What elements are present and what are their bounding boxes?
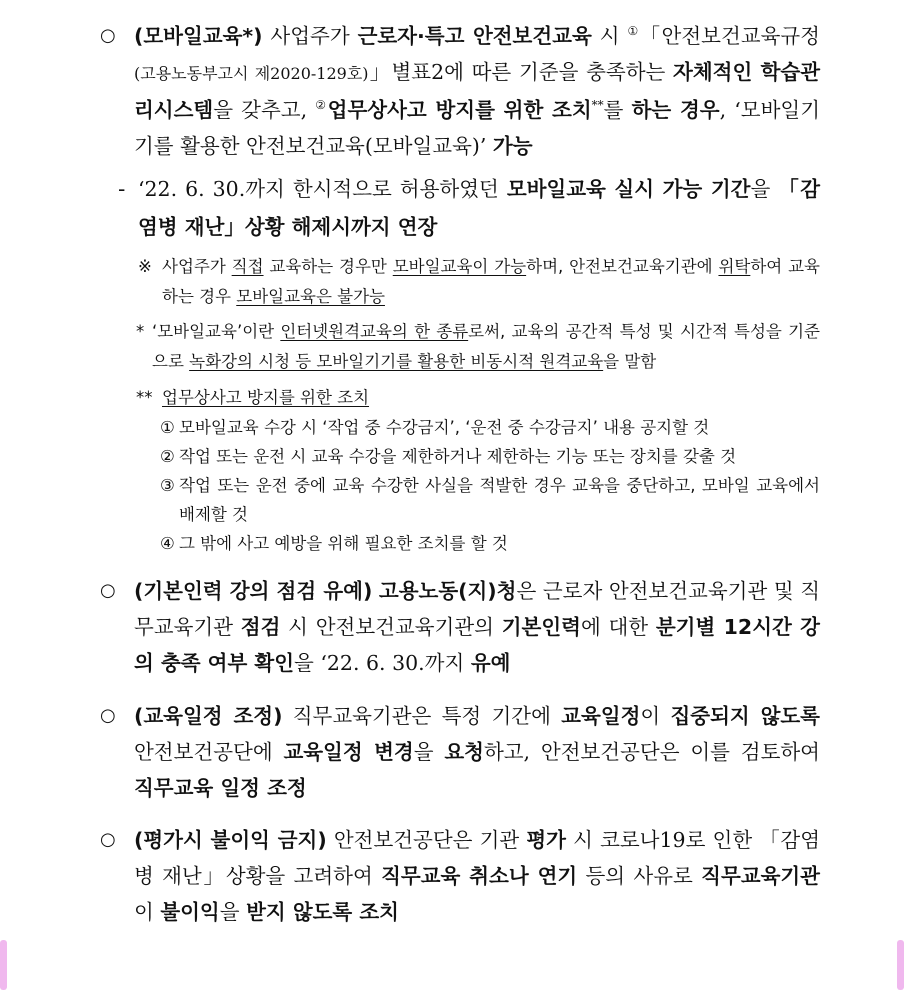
note-title: 업무상사고 방지를 위한 조치 bbox=[162, 388, 370, 407]
circled-number-1: ① bbox=[627, 24, 640, 39]
list-item: ④ 그 밖에 사고 예방을 위해 필요한 조치를 할 것 bbox=[160, 529, 820, 558]
list-item: ① 모바일교육 수강 시 ‘작업 중 수강금지’, ‘운전 중 수강금지’ 내용 공지할 것 bbox=[160, 413, 820, 442]
note-text: ‘모바일교육’이란 인터넷원격교육의 한 종류로써, 교육의 공간적 특성 및 시간적 특성을 기준으로 녹화강의 시청 등 모바일기기를 활용한 비동시적 원격교육을 말함 bbox=[152, 322, 820, 371]
item-heading: (기본인력 강의 점검 유예) bbox=[134, 579, 373, 603]
item-text: (기본인력 강의 점검 유예) 고용노동(지)청은 근로자 안전보건교육기관 및 직무교육기관 점검 시 안전보건교육기관의 기본인력에 대한 분기별 12시간 강의 충족 여부 확인을 ‘22. 6. 30.까지 유예 bbox=[134, 579, 820, 675]
circled-number: ① bbox=[160, 418, 175, 437]
circled-number-2: ② bbox=[315, 98, 328, 113]
circled-number: ② bbox=[160, 447, 175, 466]
circle-bullet-icon: ○ bbox=[100, 25, 116, 46]
note-asterisk bbox=[136, 317, 820, 377]
item-heading: (모바일교육*) bbox=[134, 24, 263, 48]
circled-number: ④ bbox=[160, 534, 175, 553]
list-item: ② 작업 또는 운전 시 교육 수강을 제한하거나 제한하는 기능 또는 장치를 갖출 것 bbox=[160, 442, 820, 471]
item-text: (교육일정 조정) 직무교육기관은 특정 기간에 교육일정이 집중되지 않도록 안전보건공단에 교육일정 변경을 요청하고, 안전보건공단은 이를 검토하여 직무교육 일정 조정 bbox=[134, 704, 820, 800]
reference-mark-icon: ※ bbox=[138, 257, 152, 276]
note-text: 사업주가 직접 교육하는 경우만 모바일교육이 가능하며, 안전보건교육기관에 위탁하여 교육하는 경우 모바일교육은 불가능 bbox=[162, 257, 820, 306]
item-text: (평가시 불이익 금지) 안전보건공단은 기관 평가 시 코로나19로 인한 「감염병 재난」상황을 고려하여 직무교육 취소나 연기 등의 사유로 직무교육기관이 불이익을 받지 않도록 조치 bbox=[134, 828, 821, 924]
item-evaluation-no-penalty bbox=[100, 822, 820, 930]
list-item: ③ 작업 또는 운전 중에 교육 수강한 사실을 적발한 경우 교육을 중단하고, 모바일 교육에서 배제할 것 bbox=[160, 471, 820, 529]
note-reference-mark bbox=[138, 252, 820, 312]
item-schedule-adjustment bbox=[100, 698, 820, 806]
note-double-asterisk bbox=[136, 383, 820, 413]
item-heading: (교육일정 조정) bbox=[134, 704, 283, 728]
regulation-reference: (고용노동부고시 제2020-129호) bbox=[134, 64, 369, 83]
item-heading: (평가시 불이익 금지) bbox=[134, 828, 327, 852]
circle-bullet-icon: ○ bbox=[100, 580, 116, 601]
footnote-marker: ** bbox=[591, 98, 604, 113]
right-edge-marker bbox=[897, 940, 904, 990]
sub-item-text: ‘22. 6. 30.까지 한시적으로 허용하였던 모바일교육 실시 가능 기간을 「감염병 재난」상황 해제시까지 연장 bbox=[138, 177, 820, 239]
asterisk-marker: * bbox=[136, 322, 145, 341]
item-staff-lecture-check bbox=[100, 573, 820, 681]
left-edge-marker bbox=[0, 940, 7, 990]
dash-bullet: - bbox=[118, 177, 126, 201]
item-text: (모바일교육*) 사업주가 근로자·특고 안전보건교육 시 ①「안전보건교육규정(고용노동부고시 제2020-129호)」별표2에 따른 기준을 충족하는 자체적인 학습관리시스템을 갖추고, ②업무상사고 방지를 위한 조치**를 하는 경우, ‘모바일기기를 활용한 안전보건교육(모바일교육)’ 가능 bbox=[134, 24, 821, 158]
item-mobile-education bbox=[100, 18, 820, 164]
circle-bullet-icon: ○ bbox=[100, 829, 116, 850]
double-asterisk-marker: ** bbox=[136, 388, 153, 407]
circled-number: ③ bbox=[160, 476, 175, 495]
circle-bullet-icon: ○ bbox=[100, 705, 116, 726]
sub-item-period-extension bbox=[118, 170, 820, 246]
